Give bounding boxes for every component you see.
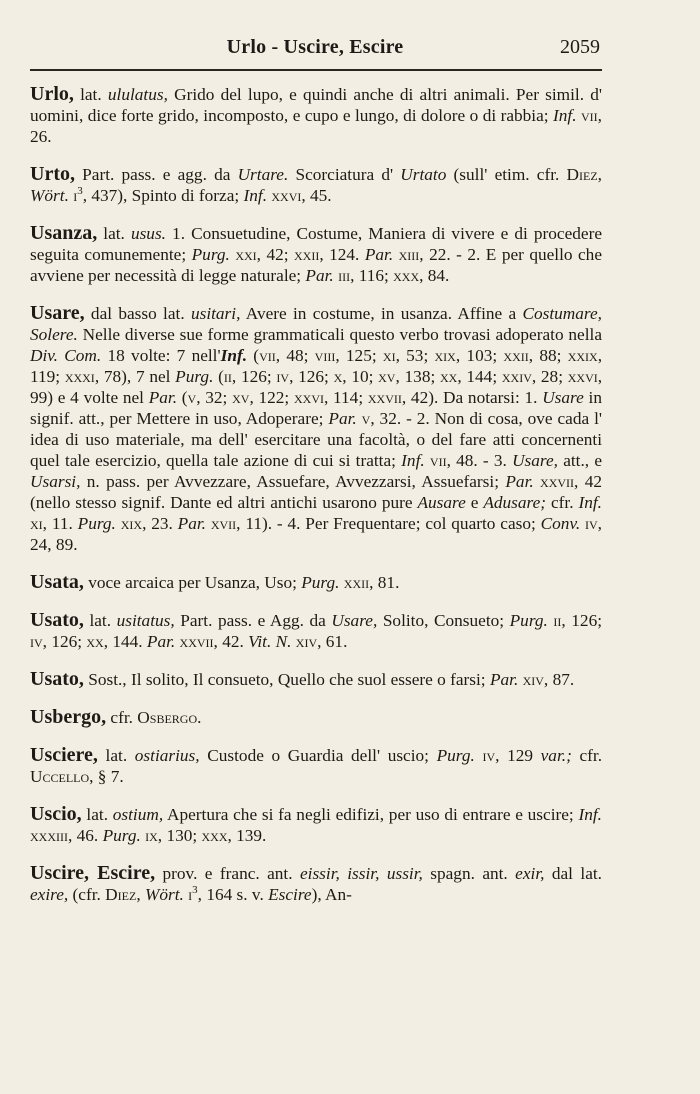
entry-text: , 78), 7 nel	[94, 367, 176, 386]
citation-work: Purg.	[509, 611, 548, 630]
headword: Usato,	[30, 668, 84, 690]
citation-canto: xxii	[503, 346, 529, 365]
entry-text: .	[197, 708, 202, 727]
entry-text: Scorciatura d'	[288, 165, 401, 184]
entry-text: , 138;	[395, 367, 440, 386]
etymon: eissir, issir, ussir,	[299, 864, 423, 883]
entry-text: , 124.	[319, 245, 365, 264]
entry-text: lat.	[81, 805, 113, 824]
citation-canto: iv	[276, 367, 290, 386]
variant-note: var.;	[540, 746, 572, 765]
citation-canto: xxvii	[175, 632, 214, 651]
entry-text: , § 7.	[89, 767, 124, 786]
citation-canto: xxvi	[293, 388, 324, 407]
entry-text: dal basso lat.	[84, 304, 191, 323]
italic-term: Usare,	[512, 451, 558, 470]
entry-text: Avere in costume, in usanza. Affine a	[240, 304, 523, 323]
entry-text: e	[465, 493, 484, 512]
citation-canto: xv	[378, 367, 396, 386]
entry-text: , 88;	[528, 346, 568, 365]
citation-canto: xxiv	[501, 367, 532, 386]
italic-term: Urtare.	[237, 165, 289, 184]
citation-work: Purg.	[175, 367, 214, 386]
entry-text: , 22. - 2. E per quello che avviene per necessità di legge naturale;	[30, 245, 602, 285]
entry-text: , 28;	[531, 367, 568, 386]
citation-work: Purg.	[77, 514, 116, 533]
entry-text: (	[213, 367, 224, 386]
citation-work: Purg.	[301, 573, 340, 592]
citation-work: Purg.	[102, 826, 141, 845]
citation-canto: v	[356, 409, 371, 428]
citation-canto: xxii	[339, 573, 370, 592]
entry-text: , 126;	[561, 611, 603, 630]
entry-text: ), An-	[311, 885, 352, 904]
entry-usanza	[30, 223, 602, 286]
entry-text: , 45.	[301, 186, 332, 205]
entry-text: Sost., Il solito, Il consueto, Quello che suol essere o farsi;	[83, 670, 490, 689]
entry-text: Grido del lupo, e quindi anche di altri animali. Per simil. d' uomini, dice forte grido, incomposto, e cupo e lungo, di dolore o di rabbia;	[30, 85, 603, 125]
citation-canto: xxxiii	[30, 826, 68, 845]
entry-text: in signif. att., per Mettere in uso, Adoperare;	[30, 388, 602, 428]
entry-text: ,	[136, 885, 145, 904]
citation-canto: xxvii	[533, 472, 575, 491]
citation-canto: viii	[314, 346, 336, 365]
entry-text: , 437), Spinto di forza;	[82, 186, 244, 205]
entry-usciere	[30, 745, 602, 787]
headword: Usare,	[30, 302, 85, 324]
etymon: ululatus,	[107, 85, 168, 104]
citation-work: Par.	[489, 670, 519, 689]
entry-usata	[30, 572, 602, 593]
citation-canto: xxvii	[367, 388, 402, 407]
entry-text: (sull' etim. cfr.	[446, 165, 567, 184]
entry-text: , 164 s. v.	[197, 885, 269, 904]
cross-reference: Osbergo	[137, 708, 198, 727]
entry-text: (	[177, 388, 188, 407]
entry-text: Part. pass. e agg. da	[74, 165, 238, 184]
page-number: 2059	[560, 36, 600, 58]
running-head-title: Urlo - Uscire, Escire	[226, 36, 404, 58]
edition-superscript: 3	[192, 884, 198, 897]
headword: Uscire, Escire,	[30, 862, 156, 884]
citation-canto: xxx	[201, 826, 228, 845]
citation-canto: ix	[140, 826, 158, 845]
headword: Usciere,	[30, 744, 98, 766]
headword: Usata,	[30, 571, 84, 593]
citation-canto: xv	[232, 388, 250, 407]
entry-text: , 130;	[157, 826, 202, 845]
headword: Urto,	[30, 163, 75, 185]
citation-work: Purg.	[436, 746, 475, 765]
entry-text: (	[247, 346, 260, 365]
entry-text: dal lat.	[544, 864, 602, 883]
etymon: usitari,	[190, 304, 241, 323]
citation-work: Par.	[305, 266, 334, 285]
citation-work: Inf.	[578, 805, 603, 824]
entry-text: , 42.	[213, 632, 249, 651]
citation-work: Par.	[505, 472, 534, 491]
entry-usbergo	[30, 707, 602, 728]
entry-text: , 99) e 4 volte nel	[30, 367, 603, 407]
entry-urlo	[30, 84, 602, 147]
italic-term: Costumare, Solere.	[30, 304, 602, 344]
citation-canto: xix	[115, 514, 143, 533]
citation-canto: xvii	[206, 514, 237, 533]
entry-text: lat.	[73, 85, 108, 104]
entry-text: Part. pass. e Agg. da	[174, 611, 332, 630]
entry-text: , 46.	[68, 826, 103, 845]
etymon: usitatus,	[116, 611, 175, 630]
entry-text: , 126;	[289, 367, 334, 386]
entry-text: spagn. ant.	[422, 864, 516, 883]
headword: Usato,	[30, 609, 84, 631]
citation-canto: xxxi	[64, 367, 95, 386]
citation-canto: xx	[86, 632, 104, 651]
entry-text: , 87.	[543, 670, 575, 689]
etymon: ostiarius,	[134, 746, 200, 765]
citation-canto: xxvi	[267, 186, 302, 205]
entry-text: , 32. - 2. Non di cosa, ove cada l' idea di uso materiale, ma dell' esercitare una facoltà, o del fare atti concernenti quel tale esercizio, quella tale azione di cui si tratta;	[30, 409, 602, 470]
entry-text: , 26.	[30, 106, 602, 146]
citation-canto: ii	[223, 367, 232, 386]
citation-canto: xiv	[291, 632, 318, 651]
headword: Usanza,	[30, 222, 98, 244]
citation-canto: xix	[434, 346, 456, 365]
italic-term: Escire	[268, 885, 312, 904]
etymon: exire,	[30, 885, 69, 904]
cross-reference: Uccello	[30, 767, 90, 786]
citation-work: Conv.	[540, 514, 581, 533]
entry-text: cfr.	[106, 708, 138, 727]
author-name: Diez	[566, 165, 598, 184]
citation-work: Inf.	[243, 186, 268, 205]
entry-urto	[30, 164, 602, 206]
citation-work: Par.	[328, 409, 357, 428]
italic-term: Usare,	[331, 611, 378, 630]
entry-text: , 114;	[323, 388, 368, 407]
entry-text: , 144.	[103, 632, 147, 651]
entry-text: , 61.	[317, 632, 348, 651]
italic-term: Adusare;	[483, 493, 547, 512]
entry-usare	[30, 303, 602, 555]
entry-text: cfr.	[546, 493, 579, 512]
citation-canto: xi	[30, 514, 43, 533]
citation-canto: iv	[474, 746, 496, 765]
entry-text: Nelle diverse sue forme grammaticali questo verbo trovasi adoperato nella	[77, 325, 602, 344]
citation-canto: iv	[580, 514, 598, 533]
italic-term: Ausare	[417, 493, 466, 512]
citation-canto: xxi	[229, 245, 257, 264]
entry-text: , 126;	[231, 367, 277, 386]
citation-work: Par.	[364, 245, 394, 264]
entry-text: , 32;	[196, 388, 233, 407]
header-rule	[30, 69, 602, 71]
entry-text: , 10;	[342, 367, 379, 386]
headword: Usbergo,	[30, 706, 107, 728]
citation-work: Inf.	[401, 451, 425, 470]
citation-canto: iv	[30, 632, 43, 651]
entry-text: , 84.	[419, 266, 450, 285]
entry-text: , 122;	[249, 388, 294, 407]
citation-work: Inf.	[220, 346, 248, 365]
entry-text: att., e	[557, 451, 602, 470]
citation-canto: ii	[547, 611, 562, 630]
entry-text: cfr.	[571, 746, 603, 765]
citation-canto: xi	[382, 346, 396, 365]
citation-work: Purg.	[191, 245, 230, 264]
entry-text: lat.	[97, 746, 135, 765]
headword: Urlo,	[30, 83, 74, 105]
citation-work: Div. Com.	[30, 346, 102, 365]
entry-text: , 126;	[42, 632, 87, 651]
entry-text: Custode o Guardia dell' uscio;	[199, 746, 437, 765]
citation-canto: vii	[576, 106, 598, 125]
entry-text: , 119;	[30, 346, 603, 386]
citation-canto: xx	[440, 367, 458, 386]
citation-work: Vit. N.	[248, 632, 292, 651]
citation-canto: xxix	[567, 346, 598, 365]
citation-work: Inf.	[578, 493, 602, 512]
citation-work: Wört.	[30, 186, 69, 205]
citation-work: Par.	[177, 514, 206, 533]
citation-work: Par.	[148, 388, 178, 407]
volume-number: i	[183, 885, 193, 904]
entry-text: n. pass. per Avvezzare, Assuefare, Avvezzarsi, Assuefarsi;	[80, 472, 506, 491]
entry-text: 18 volte: 7 nell'	[101, 346, 221, 365]
entry-text: prov. e franc. ant.	[155, 864, 300, 883]
entry-text: Apertura che si fa negli edifizi, per uso di entrare e uscire;	[163, 805, 579, 824]
edition-superscript: 3	[77, 185, 83, 198]
entry-text: , 42). Da notarsi: 1.	[401, 388, 543, 407]
citation-canto: v	[187, 388, 197, 407]
etymon: ostium,	[112, 805, 164, 824]
citation-work: Wört.	[144, 885, 184, 904]
entry-text: lat.	[97, 224, 131, 243]
entry-text: , 144;	[457, 367, 502, 386]
citation-canto: xiv	[518, 670, 544, 689]
entry-text: , 24, 89.	[30, 514, 602, 554]
citation-canto: vii	[259, 346, 276, 365]
entry-text: (cfr.	[68, 885, 106, 904]
entry-text: , 48. - 3.	[446, 451, 513, 470]
entry-text: Solito, Consueto;	[377, 611, 510, 630]
entry-text: , 42;	[256, 245, 295, 264]
citation-canto: xxii	[294, 245, 320, 264]
etymon: usus.	[130, 224, 166, 243]
citation-canto: xxx	[393, 266, 420, 285]
entry-usato-sost	[30, 669, 602, 690]
citation-work: Inf.	[553, 106, 577, 125]
citation-canto: vii	[424, 451, 447, 470]
entry-text: , 23.	[142, 514, 178, 533]
entry-usato-agg	[30, 610, 602, 652]
italic-term: Urtato	[400, 165, 447, 184]
entry-text: voce arcaica per Usanza, Uso;	[83, 573, 302, 592]
entry-text: , 103;	[455, 346, 504, 365]
italic-term: Usare	[542, 388, 584, 407]
entry-text: , 11). - 4. Per Frequentare; col quarto caso;	[236, 514, 541, 533]
entry-uscire	[30, 863, 602, 905]
citation-canto: xiii	[393, 245, 420, 264]
entry-text: , 129	[495, 746, 541, 765]
entry-uscio	[30, 804, 602, 846]
italic-term: Usarsi,	[30, 472, 81, 491]
entry-text: , 48;	[275, 346, 315, 365]
entry-text: , 139.	[227, 826, 267, 845]
volume-number: i	[68, 186, 78, 205]
running-header	[30, 36, 600, 66]
entry-text: , 42 (nello stesso signif. Dante ed altri antichi usarono pure	[30, 472, 603, 512]
entry-text: , 11.	[42, 514, 78, 533]
author-name: Diez	[105, 885, 137, 904]
entry-text: , 81.	[369, 573, 400, 592]
citation-canto: xxvi	[567, 367, 598, 386]
citation-work: Par.	[146, 632, 176, 651]
entries-column	[30, 84, 602, 922]
citation-canto: iii	[333, 266, 351, 285]
headword: Uscio,	[30, 803, 82, 825]
entry-text: , 116;	[350, 266, 394, 285]
entry-text: lat.	[83, 611, 117, 630]
entry-text: , 125;	[335, 346, 383, 365]
entry-text: ,	[597, 165, 602, 184]
etymon: exir,	[515, 864, 545, 883]
entry-text: , 53;	[395, 346, 435, 365]
citation-canto: x	[333, 367, 343, 386]
entry-text: 1. Consuetudine, Costume, Maniera di vivere e di procedere seguita comunemente;	[30, 224, 602, 264]
